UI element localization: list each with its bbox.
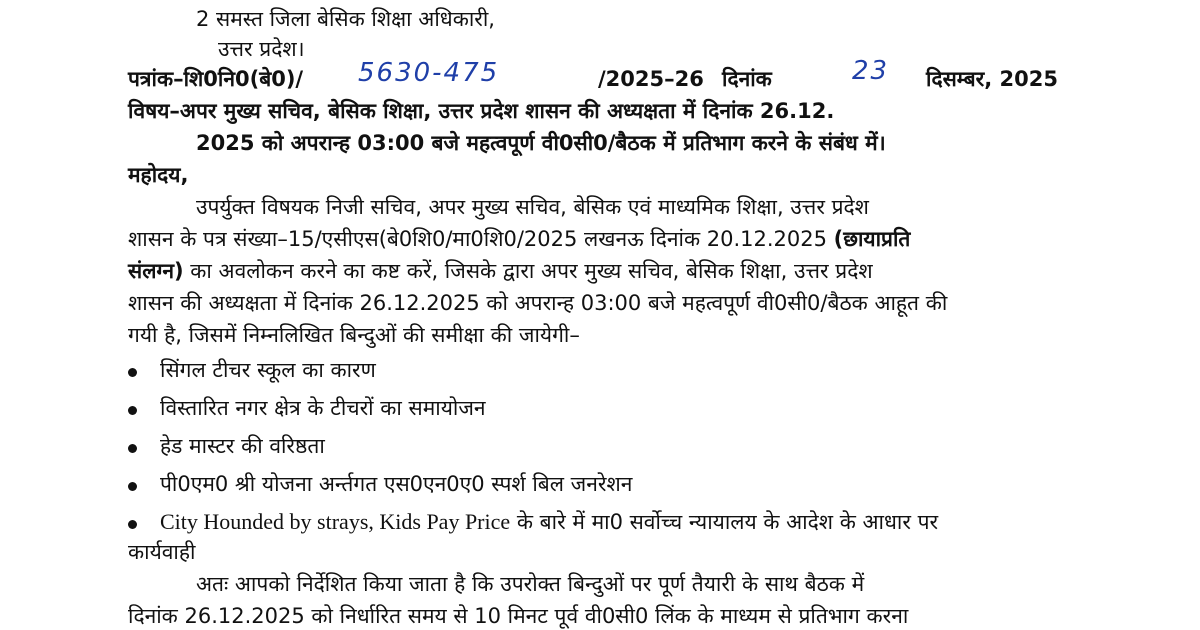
reference-day-handwritten: 23 (852, 56, 890, 86)
subject-line-1: विषय–अपर मुख्य सचिव, बेसिक शिक्षा, उत्तर प्रदेश शासन की अध्यक्षता में दिनांक 26.12. (128, 99, 835, 123)
point-2: विस्तारित नगर क्षेत्र के टीचरों का समायोजन (160, 396, 486, 420)
body-line-2-text: शासन के पत्र संख्या–15/एसीएस(बे0शि0/मा0शि0/2025 लखनऊ दिनांक 20.12.2025 (128, 227, 827, 251)
bullet-icon (128, 368, 137, 377)
body-line-3-bold: संलग्न) (128, 259, 184, 283)
point-5-line-2: कार्यवाही (128, 540, 196, 564)
reference-month-year: दिसम्बर, 2025 (926, 67, 1058, 91)
point-4: पी0एम0 श्री योजना अर्न्तगत एस0एन0ए0 स्पर्श बिल जनरेशन (160, 472, 633, 496)
address-line-2: उत्तर प्रदेश। (218, 37, 305, 61)
point-5-hindi: के बारे में मा0 सर्वोच्च न्यायालय के आदेश के आधार पर (516, 510, 939, 534)
body-line-5: गयी है, जिसमें निम्नलिखित बिन्दुओं की समीक्षा की जायेगी– (128, 323, 580, 347)
bullet-icon (128, 444, 137, 453)
reference-number-handwritten: 5630-475 (358, 58, 500, 88)
point-5 (160, 509, 938, 535)
bullet-icon (128, 482, 137, 491)
body-line-3-text: का अवलोकन करने का कष्ट करें, जिसके द्वारा अपर मुख्य सचिव, बेसिक शिक्षा, उत्तर प्रदेश (190, 259, 873, 283)
body-line-2 (128, 226, 910, 252)
body-line-3 (128, 258, 873, 284)
closing-line-2: दिनांक 26.12.2025 को निर्धारित समय से 10 मिनट पूर्व वी0सी0 लिंक के माध्यम से प्रतिभाग करना (128, 604, 909, 628)
salutation: महोदय, (128, 163, 189, 187)
point-3: हेड मास्टर की वरिष्ठता (160, 434, 325, 458)
body-line-4: शासन की अध्यक्षता में दिनांक 26.12.2025 को अपरान्ह 03:00 बजे महत्वपूर्ण वी0सी0/बैठक आहूत की (128, 291, 948, 315)
address-line-1: 2 समस्त जिला बेसिक शिक्षा अधिकारी, (196, 7, 495, 31)
closing-line-1: अतः आपको निर्देशित किया जाता है कि उपरोक्त बिन्दुओं पर पूर्ण तैयारी के साथ बैठक में (196, 572, 865, 596)
bullet-icon (128, 520, 137, 529)
body-line-2-bold: (छायाप्रति (833, 227, 911, 251)
point-5-english: City Hounded by strays, Kids Pay Price (160, 509, 511, 534)
body-line-1: उपर्युक्त विषयक निजी सचिव, अपर मुख्य सचिव, बेसिक एवं माध्यमिक शिक्षा, उत्तर प्रदेश (196, 195, 869, 219)
subject-line-2: 2025 को अपरान्ह 03:00 बजे महत्वपूर्ण वी0सी0/बैठक में प्रतिभाग करने के संबंध में। (196, 131, 886, 155)
reference-date-label: दिनांक (722, 67, 772, 91)
reference-prefix: पत्रांक–शि0नि0(बे0)/ (128, 67, 304, 91)
reference-year: /2025–26 (598, 67, 704, 91)
bullet-icon (128, 406, 137, 415)
point-1: सिंगल टीचर स्कूल का कारण (160, 358, 376, 382)
